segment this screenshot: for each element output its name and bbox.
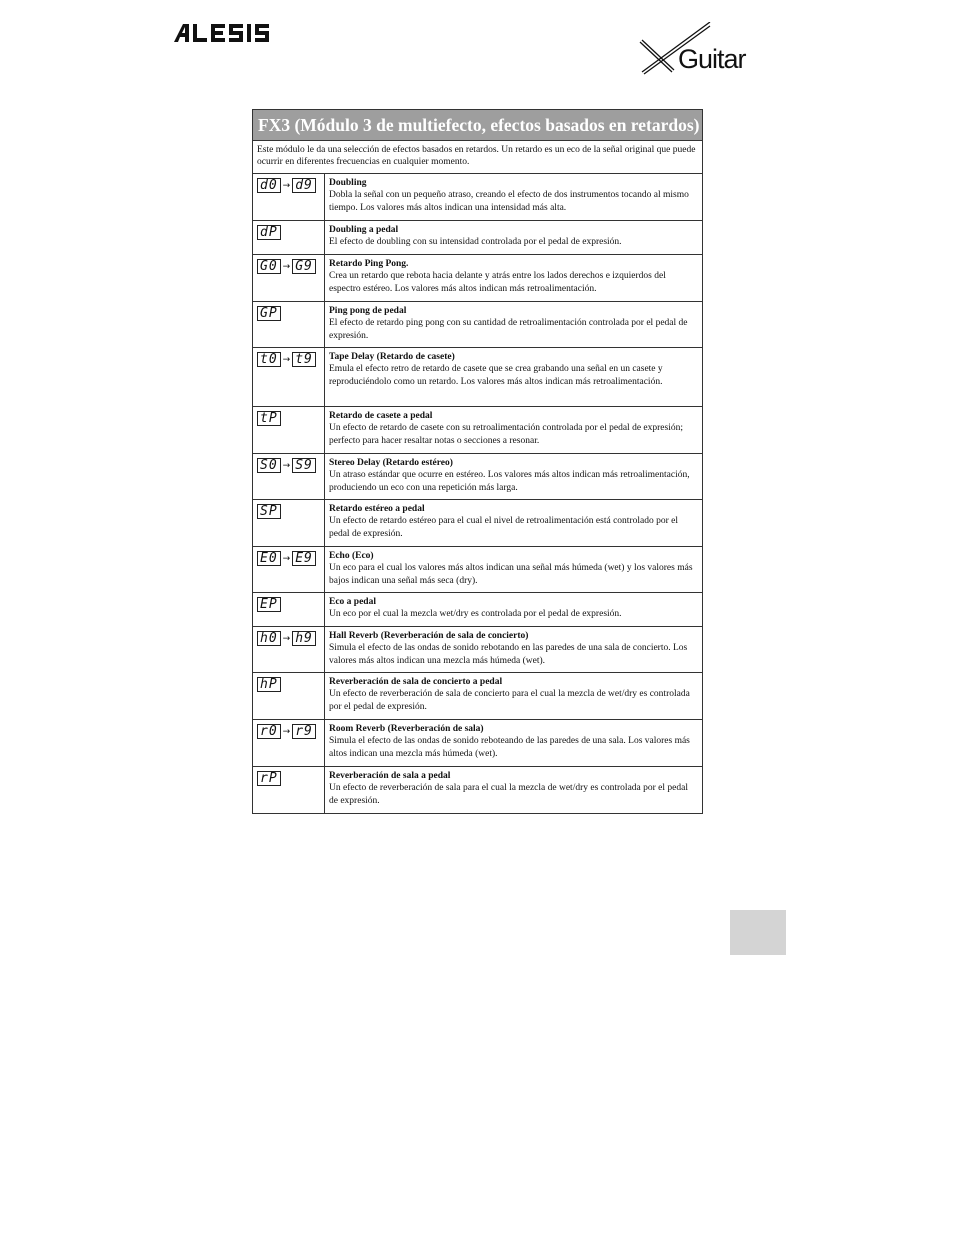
- effect-code-cell: [253, 500, 325, 547]
- effect-name: Doubling: [329, 178, 367, 188]
- led-code-start: S0: [257, 458, 281, 473]
- led-code-start: h0: [257, 631, 281, 646]
- led-display-code: [253, 547, 324, 566]
- effect-code-cell: [253, 673, 325, 720]
- range-arrow-icon: →: [282, 553, 291, 564]
- led-code-end: G9: [292, 259, 316, 274]
- led-code-end: h9: [292, 631, 316, 646]
- fx3-effects-table: [252, 109, 703, 814]
- effect-description: Emula el efecto retro de retardo de casete que se crea grabando una señal en un casete y reproduciéndolo como un retardo. Los valores más altos indican más retroalimentación.: [329, 364, 663, 387]
- effect-description: Simula el efecto de las ondas de sonido reboteando de las paredes de una sala. Los valores más altos indican una mezcla más húmeda (wet).: [329, 736, 690, 759]
- led-display-code: [253, 407, 324, 426]
- led-code-start: E0: [257, 551, 281, 566]
- table-intro-row: [253, 141, 703, 174]
- table-row: [253, 500, 703, 547]
- led-code-start: hP: [257, 677, 281, 692]
- effect-description-cell: [325, 255, 703, 302]
- led-code-start: tP: [257, 411, 281, 426]
- table-row: [253, 720, 703, 767]
- effect-description: Dobla la señal con un pequeño atraso, creando el efecto de dos instrumentos tocando al mismo tiempo. Los valores más altos indican una intensidad más alta.: [329, 190, 689, 213]
- range-arrow-icon: →: [282, 180, 291, 191]
- table-row: [253, 547, 703, 593]
- range-arrow-icon: →: [282, 726, 291, 737]
- led-code-end: S9: [292, 458, 316, 473]
- table-title-cell: [253, 110, 703, 141]
- effect-code-cell: [253, 593, 325, 627]
- table-row: [253, 255, 703, 302]
- led-code-start: EP: [257, 597, 281, 612]
- table-title: FX3 (Módulo 3 de multiefecto, efectos basados en retardos): [258, 115, 700, 135]
- range-arrow-icon: →: [282, 460, 291, 471]
- effect-name: Hall Reverb (Reverberación de sala de concierto): [329, 631, 529, 641]
- table-row: [253, 302, 703, 348]
- effect-description-cell: [325, 302, 703, 348]
- effect-description-cell: [325, 454, 703, 500]
- led-display-code: [253, 627, 324, 646]
- table-intro: Este módulo le da una selección de efectos basados en retardos. Un retardo es un eco de la señal original que puede ocurrir en diferentes frecuencias en cualquier momento.: [257, 145, 696, 167]
- xguitar-wordmark: Guitar: [678, 44, 746, 74]
- effect-name: Doubling a pedal: [329, 225, 399, 235]
- led-display-code: [253, 255, 324, 274]
- effect-code-cell: [253, 547, 325, 593]
- led-code-end: d9: [292, 178, 316, 193]
- table-row: [253, 593, 703, 627]
- led-code-start: t0: [257, 352, 281, 367]
- led-code-end: r9: [292, 724, 316, 739]
- effect-name: Ping pong de pedal: [329, 306, 407, 316]
- effect-description-cell: [325, 627, 703, 673]
- table-row: [253, 767, 703, 814]
- effect-name: Stereo Delay (Retardo estéreo): [329, 458, 453, 468]
- led-code-start: r0: [257, 724, 281, 739]
- effect-description: Un atraso estándar que ocurre en estéreo. Los valores más altos indican más retroalimentación, produciendo un eco con una repetición más larga.: [329, 470, 690, 493]
- led-display-code: [253, 593, 324, 612]
- effect-name: Tape Delay (Retardo de casete): [329, 352, 455, 362]
- led-display-code: [253, 348, 324, 367]
- table-row: [253, 221, 703, 255]
- led-display-code: [253, 720, 324, 739]
- led-code-start: d0: [257, 178, 281, 193]
- effect-name: Room Reverb (Reverberación de sala): [329, 724, 484, 734]
- effect-description-cell: [325, 174, 703, 221]
- effect-description: Un eco por el cual la mezcla wet/dry es controlada por el pedal de expresión.: [329, 609, 622, 620]
- led-display-code: [253, 174, 324, 193]
- effect-description-cell: [325, 767, 703, 814]
- led-code-start: dP: [257, 225, 281, 240]
- table-row: [253, 627, 703, 673]
- effect-description-cell: [325, 348, 703, 407]
- led-display-code: [253, 454, 324, 473]
- effect-name: Eco a pedal: [329, 597, 376, 607]
- effect-code-cell: [253, 221, 325, 255]
- range-arrow-icon: →: [282, 354, 291, 365]
- led-display-code: [253, 500, 324, 519]
- table-row: [253, 673, 703, 720]
- effect-code-cell: [253, 174, 325, 221]
- xguitar-logo: [638, 22, 770, 76]
- effect-description: El efecto de doubling con su intensidad controlada por el pedal de expresión.: [329, 237, 622, 248]
- led-display-code: [253, 673, 324, 692]
- effect-name: Reverberación de sala de concierto a pedal: [329, 677, 503, 687]
- effect-description: Un efecto de retardo estéreo para el cual el nivel de retroalimentación está controlado por el pedal de expresión.: [329, 516, 678, 539]
- effect-description-cell: [325, 221, 703, 255]
- effect-name: Retardo estéreo a pedal: [329, 504, 425, 514]
- effect-code-cell: [253, 627, 325, 673]
- table-row: [253, 348, 703, 407]
- effect-description: Simula el efecto de las ondas de sonido rebotando en las paredes de una sala de concierto. Los valores más altos indican una mezcla más húmeda (wet).: [329, 643, 688, 666]
- led-display-code: [253, 221, 324, 240]
- table-intro-cell: [253, 141, 703, 174]
- led-code-start: G0: [257, 259, 281, 274]
- effect-description: El efecto de retardo ping pong con su cantidad de retroalimentación controlada por el pedal de expresión.: [329, 318, 688, 341]
- effect-description: Un eco para el cual los valores más altos indican una señal más húmeda (wet) y los valores más bajos indican una señal más seca (dry).: [329, 563, 693, 586]
- table-row: [253, 407, 703, 454]
- effect-code-cell: [253, 302, 325, 348]
- range-arrow-icon: →: [282, 633, 291, 644]
- effect-description-cell: [325, 673, 703, 720]
- led-code-start: GP: [257, 306, 281, 321]
- effect-description-cell: [325, 500, 703, 547]
- table-title-row: [253, 110, 703, 141]
- table-row: [253, 174, 703, 221]
- effect-name: Reverberación de sala a pedal: [329, 771, 451, 781]
- alesis-logo: [174, 22, 282, 44]
- effect-code-cell: [253, 407, 325, 454]
- effect-description: Un efecto de retardo de casete con su retroalimentación controlada por el pedal de expresión; perfecto para hacer resaltar notas o secciones a resonar.: [329, 423, 683, 446]
- effect-description-cell: [325, 593, 703, 627]
- effect-code-cell: [253, 720, 325, 767]
- effect-code-cell: [253, 767, 325, 814]
- led-display-code: [253, 302, 324, 321]
- table-row: [253, 454, 703, 500]
- effect-code-cell: [253, 255, 325, 302]
- effect-name: Retardo de casete a pedal: [329, 411, 433, 421]
- led-code-start: SP: [257, 504, 281, 519]
- effect-description-cell: [325, 547, 703, 593]
- page-side-tab: [730, 910, 786, 955]
- effect-description-cell: [325, 720, 703, 767]
- effect-description: Crea un retardo que rebota hacia delante y atrás entre los lados derechos e izquierdos del espectro estéreo. Los valores más altos indican más retroalimentación.: [329, 271, 666, 294]
- led-code-end: E9: [292, 551, 316, 566]
- range-arrow-icon: →: [282, 261, 291, 272]
- effect-code-cell: [253, 348, 325, 407]
- led-display-code: [253, 767, 324, 786]
- effect-description: Un efecto de reverberación de sala para el cual la mezcla de wet/dry es controlada por el pedal de expresión.: [329, 783, 688, 806]
- effect-name: Retardo Ping Pong.: [329, 259, 409, 269]
- effect-description: Un efecto de reverberación de sala de concierto para el cual la mezcla de wet/dry es controlada por el pedal de expresión.: [329, 689, 690, 712]
- led-code-start: rP: [257, 771, 281, 786]
- led-code-end: t9: [292, 352, 316, 367]
- effect-name: Echo (Eco): [329, 551, 374, 561]
- effect-code-cell: [253, 454, 325, 500]
- effect-description-cell: [325, 407, 703, 454]
